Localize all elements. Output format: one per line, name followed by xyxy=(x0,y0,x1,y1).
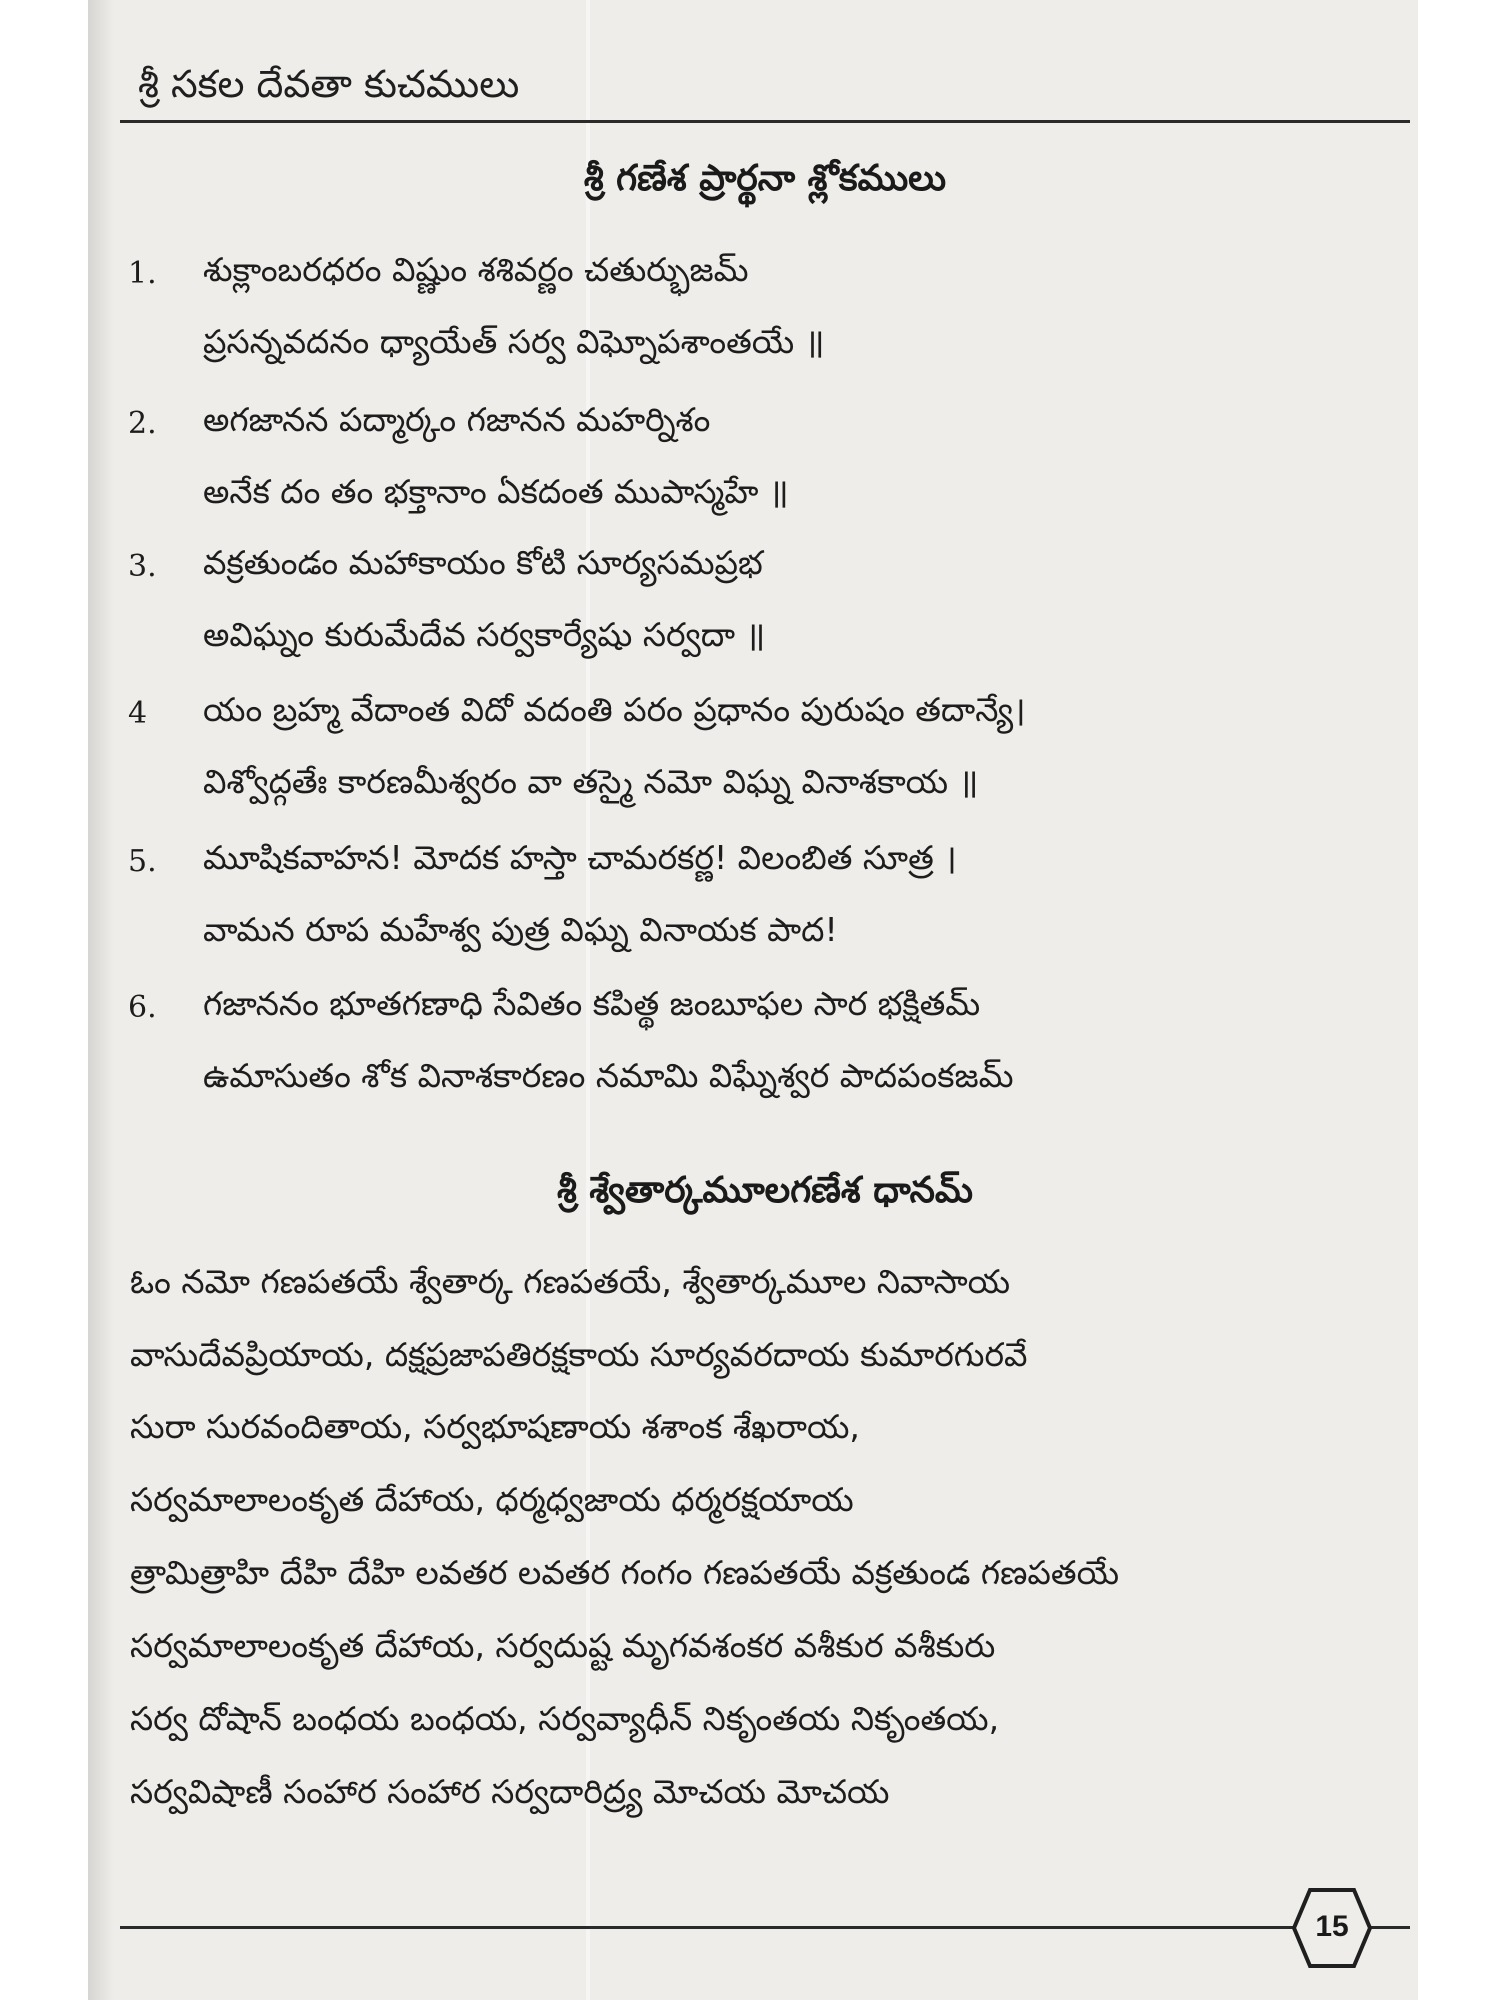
verse-number: 6. xyxy=(128,990,157,1025)
section-title-shvetarka-ganesha: శ్రీ శ్వేతార్కమూలగణేశ ధానమ్ xyxy=(557,1170,973,1211)
mantra-line: త్రామిత్రాహి దేహి దేహి లవతర లవతర గంగం గణపతయే వక్రతుండ గణపతయే xyxy=(130,1553,1120,1592)
verse-line: విశ్వోద్గతేః కారణమీశ్వరం వా తస్మై నమో విఘ్న వినాశకాయ ॥ xyxy=(203,762,979,801)
verse-line: అగజానన పద్మార్కం గజానన మహర్నిశం xyxy=(203,400,711,439)
verse-number: 1. xyxy=(128,256,157,291)
page-header xyxy=(120,58,1410,124)
mantra-line: సర్వమాలాలంకృత దేహాయ, ధర్మధ్వజాయ ధర్మరక్షయాయ xyxy=(130,1480,854,1519)
verse-number: 5. xyxy=(128,844,157,879)
verse-line: యం బ్రహ్మ వేదాంత విదో వదంతి పరం ప్రధానం పురుషం తదాన్యే। xyxy=(203,690,1026,729)
verse-line: వక్రతుండం మహాకాయం కోటి సూర్యసమప్రభ xyxy=(203,543,763,582)
verse-line: మూషికవాహన! మోదక హస్తా చామరకర్ణ! విలంబిత సూత్ర । xyxy=(203,838,957,877)
verse-number: 4 xyxy=(128,696,148,731)
running-head: శ్రీ సకల దేవతా కుచములు xyxy=(138,62,520,106)
verse-line: ఉమాసుతం శోక వినాశకారణం నమామి విఘ్నేశ్వర పాదపంకజమ్ xyxy=(203,1056,1014,1095)
spine-shadow xyxy=(88,0,114,2000)
verse-line: అవిఘ్నం కురుమేదేవ సర్వకార్యేషు సర్వదా ॥ xyxy=(203,615,766,654)
verse-line: వామన రూప మహేశ్వ పుత్ర విఘ్న వినాయక పాద! xyxy=(203,910,838,949)
verse-number: 2. xyxy=(128,406,157,441)
verse-line: గజాననం భూతగణాధి సేవితం కపిత్థ జంబూఫల సార భక్షితమ్ xyxy=(203,984,981,1023)
verse-line: అనేక దం తం భక్తానాం ఏకదంత ముపాస్మహే ॥ xyxy=(203,472,789,511)
header-rule xyxy=(120,120,1410,123)
page-number-badge xyxy=(1290,1886,1374,1970)
mantra-line: ఓం నమో గణపతయే శ్వేతార్క గణపతయే, శ్వేతార్కమూల నివాసాయ xyxy=(130,1262,1011,1301)
verse-line: శుక్లాంబరధరం విష్ణుం శశివర్ణం చతుర్భుజమ్ xyxy=(203,250,749,289)
mantra-line: సురా సురవందితాయ, సర్వభూషణాయ శశాంక శేఖరాయ, xyxy=(130,1407,860,1446)
mantra-line: వాసుదేవప్రియాయ, దక్షప్రజాపతిరక్షకాయ సూర్యవరదాయ కుమారగురవే xyxy=(130,1335,1028,1374)
mantra-line: సర్వమాలాలంకృత దేహాయ, సర్వదుష్ట మృగవశంకర వశీకుర వశీకురు xyxy=(130,1626,996,1665)
mantra-line: సర్వవిషాణీ సంహార సంహార సర్వదారిద్ర్య మోచయ మోచయ xyxy=(130,1772,890,1811)
verse-number: 3. xyxy=(128,549,157,584)
footer-rule xyxy=(120,1926,1410,1929)
section-title-ganesha-prayer: శ్రీ గణేశ ప్రార్థనా శ్లోకములు xyxy=(583,158,947,199)
mantra-line: సర్వ దోషాన్ బంధయ బంధయ, సర్వవ్యాధీన్ నికృంతయ నికృంతయ, xyxy=(130,1699,1000,1738)
page-number: 15 xyxy=(1315,1910,1349,1943)
verse-line: ప్రసన్నవదనం ధ్యాయేత్ సర్వ విఘ్నోపశాంతయే ॥ xyxy=(203,322,825,361)
